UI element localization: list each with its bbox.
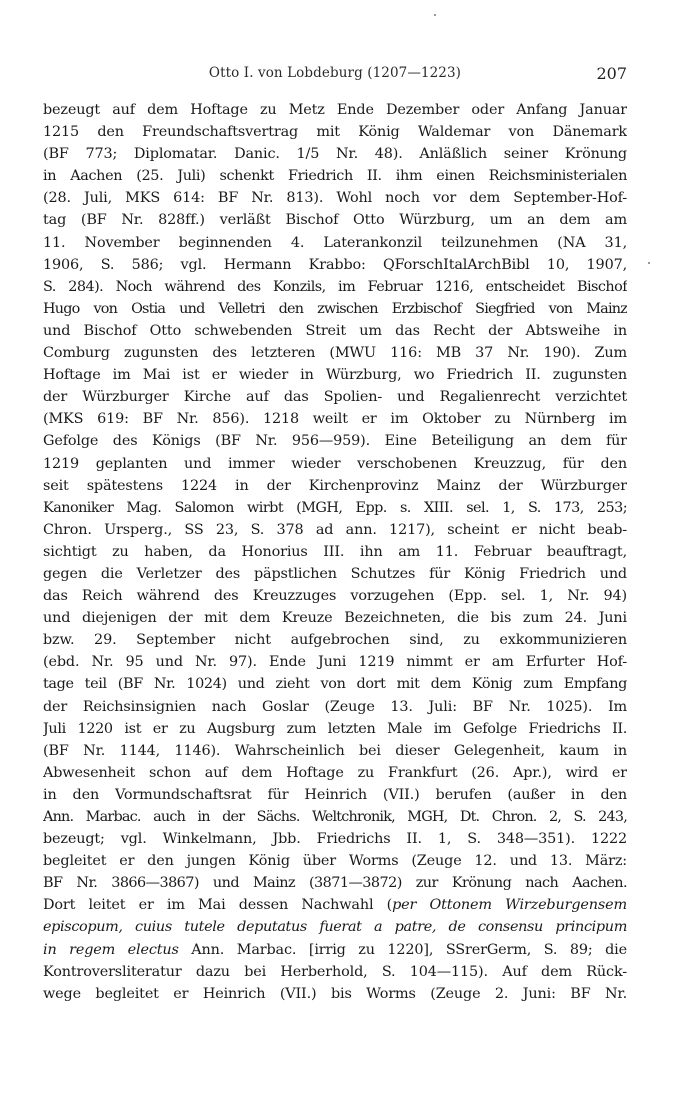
page-number: 207 [596,64,627,83]
text-line: in den Vormundschaftsrat für Heinrich (VII.) berufen (außer in den [43,786,627,803]
text-line: tage teil (BF Nr. 1024) und zieht von dort mit dem König zum Empfang [43,676,627,693]
text-line: in Aachen (25. Juli) schenkt Friedrich II. ihm einen Reichsministerialen [43,168,627,185]
text-line: Chron. Ursperg., SS 23, S. 378 ad ann. 1217), scheint er nicht beab- [43,521,627,538]
text-line: gegen die Verletzer des päpstlichen Schutzes für König Friedrich und [43,565,627,582]
text-line: (28. Juli, MKS 614: BF Nr. 813). Wohl noch vor dem September-Hof- [43,190,627,207]
text-line: BF Nr. 3866—3867) und Mainz (3871—3872) zur Krönung nach Aachen. [43,875,627,892]
latin-quote: in regem electus [43,941,179,958]
text-line: (BF 773; Diplomatar. Danic. 1/5 Nr. 48). Anläßlich seiner Krönung [43,146,627,163]
text-line: Comburg zugunsten des letzteren (MWU 116: MB 37 Nr. 190). Zum [43,345,627,362]
text-line: 1215 den Freundschaftsvertrag mit König Waldemar von Dänemark [43,124,627,141]
text-line: Kanoniker Mag. Salomon wirbt (MGH, Epp. s. XIII. sel. 1, S. 173, 253; [43,499,627,516]
text-line: bezeugt auf dem Hoftage zu Metz Ende Dezember oder Anfang Januar [43,102,627,118]
text-line: in regem electus Ann. Marbac. [irrig zu 1220], SSrerGerm, S. 89; die [43,941,627,958]
text-line [43,916,627,938]
text-line: Juli 1220 ist er zu Augsburg zum letzten Male im Gefolge Friedrichs II. [43,720,627,737]
text-line: bezeugt; vgl. Winkelmann, Jbb. Friedrichs II. 1, S. 348—351). 1222 [43,831,627,848]
text-line: Hugo von Ostia und Velletri den zwischen Erzbischof Siegfried von Mainz [43,300,627,317]
text-line: der Reichsinsignien nach Goslar (Zeuge 13. Juli: BF Nr. 1025). Im [43,698,627,715]
text-line: sichtigt zu haben, da Honorius III. ihn am 11. Februar beauftragt, [43,543,627,560]
text-line: wege begleitet er Heinrich (VII.) bis Worms (Zeuge 2. Juni: BF Nr. [43,985,627,1002]
text-line: Gefolge des Königs (BF Nr. 956—959). Eine Beteiligung an dem für [43,433,627,450]
page-header [43,64,627,88]
text-line: bzw. 29. September nicht aufgebrochen sind, zu exkommunizieren [43,632,627,649]
text-line: Dort leitet er im Mai dessen Nachwahl (per Ottonem Wirzeburgensem [43,897,627,914]
running-title: Otto I. von Lobdeburg (1207—1223) [208,65,462,81]
text-line: das Reich während des Kreuzzuges vorzugehen (Epp. sel. 1, Nr. 94) [43,588,627,605]
text-line: und Bischof Otto schwebenden Streit um das Recht der Abtsweihe in [43,322,627,339]
text-line: begleitet er den jungen König über Worms (Zeuge 12. und 13. März: [43,853,627,870]
scan-speck [434,14,436,16]
text-line: 1219 geplanten und immer wieder verschobenen Kreuzzug, für den [43,455,627,472]
text-line: Abwesenheit schon auf dem Hoftage zu Frankfurt (26. Apr.), wird er [43,764,627,781]
body-text [43,99,627,1005]
text-line: Ann. Marbac. auch in der Sächs. Weltchronik, MGH, Dt. Chron. 2, S. 243, [43,809,627,825]
text-line: (BF Nr. 1144, 1146). Wahrscheinlich bei dieser Gelegenheit, kaum in [43,742,627,759]
text-line: (MKS 619: BF Nr. 856). 1218 weilt er im Oktober zu Nürnberg im [43,411,627,428]
text-line: tag (BF Nr. 828ff.) verläßt Bischof Otto Würzburg, um an dem am [43,212,627,229]
text-line: seit spätestens 1224 in der Kirchenprovinz Mainz der Würzburger [43,477,627,494]
text-line: (ebd. Nr. 95 und Nr. 97). Ende Juni 1219 nimmt er am Erfurter Hof- [43,654,627,671]
text-line: S. 284). Noch während des Konzils, im Februar 1216, entscheidet Bischof [43,278,627,295]
latin-quote: episcopum, cuius tutele deputatus fuerat a patre, de consensu principum [43,919,627,936]
text-line: 1906, S. 586; vgl. Hermann Krabbo: QForschItalArchBibl 10, 1907, [43,256,627,273]
text-line: und diejenigen der mit dem Kreuze Bezeichneten, die bis zum 24. Juni [43,610,627,627]
text-line: 11. November beginnenden 4. Laterankonzil teilzunehmen (NA 31, [43,234,627,251]
latin-quote: per Ottonem Wirzeburgensem [392,897,627,914]
text-line: der Würzburger Kirche auf das Spolien- und Regalienrecht verzichtet [43,389,627,406]
scan-speck [648,262,650,264]
text-line: Kontroversliteratur dazu bei Herberhold, S. 104—115). Auf dem Rück- [43,963,627,980]
text-line: Hoftage im Mai ist er wieder in Würzburg, wo Friedrich II. zugunsten [43,367,627,384]
